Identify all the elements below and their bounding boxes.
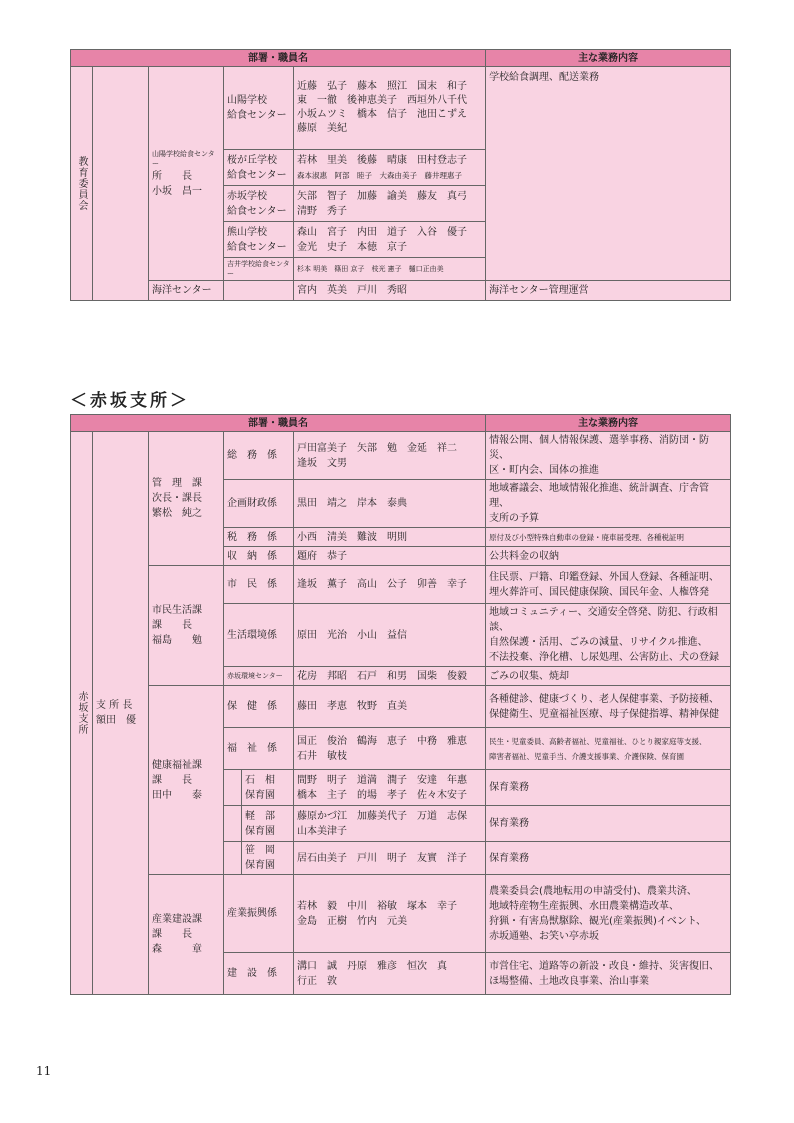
staff-cell: 杉本 明美 篠田 京子 枝光 憲子 樋口正由美 [294, 258, 486, 281]
work-cell: 学校給食調理、配送業務 [486, 67, 731, 281]
manager-role: 所 長 [152, 170, 192, 182]
blank-cell [224, 842, 242, 875]
header-work: 主な業務内容 [486, 50, 731, 67]
unit-cell: 熊山学校 給食センター [224, 222, 294, 258]
branch-chief: 支 所 長 額田 優 [93, 432, 149, 995]
blank-cell [93, 67, 149, 301]
manager-title: 山陽学校給食センター [152, 149, 215, 168]
staff-cell: 小西 清美 難波 明則 [294, 528, 486, 547]
work-cell: 保育業務 [486, 806, 731, 842]
work-cell: 市営住宅、道路等の新設・改良・維持、災害復旧、 ほ場整備、土地改良事業、治山事業 [486, 953, 731, 995]
staff-cell: 黒田 靖之 岸本 泰典 [294, 480, 486, 528]
staff-cell: 近藤 弘子 藤本 照江 国末 和子 東 一徹 後神恵美子 西垣外八千代 小坂ムツミ 橋本 信子 池田こずえ 藤原 美紀 [294, 67, 486, 150]
unit-cell: 産業振興係 [224, 875, 294, 953]
staff-cell: 若林 毅 中川 裕敏 塚本 幸子 金島 正樹 竹内 元美 [294, 875, 486, 953]
unit-cell: 吉井学校給食センター [224, 258, 294, 281]
header-dept: 部署・職員名 [71, 50, 486, 67]
unit-cell: 企画財政係 [224, 480, 294, 528]
staff-cell: 国正 俊治 鶴海 恵子 中務 雅恵 石井 敏枝 [294, 728, 486, 770]
unit-cell: 税 務 係 [224, 528, 294, 547]
manager-cell [149, 67, 224, 281]
unit-cell: 山陽学校 給食センター [224, 67, 294, 150]
staff-cell: 逢坂 薫子 高山 公子 卯善 幸子 [294, 566, 486, 604]
work-cell: 原付及び小型特殊自動車の登録・廃車届受理、各種税証明 [486, 528, 731, 547]
staff-cell: 原田 光治 小山 益信 [294, 604, 486, 667]
staff-cell: 藤田 孝恵 牧野 直美 [294, 686, 486, 728]
staff-line: 若林 里美 後藤 晴康 田村登志子 [297, 154, 467, 166]
unit-cell: 笹 岡 保育園 [242, 842, 294, 875]
section-name: 産業建設課 課 長 森 章 [149, 875, 224, 995]
unit-cell: 総 務 係 [224, 432, 294, 480]
unit-cell: 海洋センター [149, 281, 224, 301]
unit-cell: 保 健 係 [224, 686, 294, 728]
unit-cell: 福 祉 係 [224, 728, 294, 770]
unit-cell: 赤坂環境センター [224, 667, 294, 686]
page-number: 11 [36, 1064, 52, 1078]
staff-cell: 間野 明子 道満 潤子 安達 年惠 橋本 主子 的場 孝子 佐々木安子 [294, 770, 486, 806]
work-cell: 地域コミュニティー、交通安全啓発、防犯、行政相談、 自然保護・活用、ごみの減量、リサイクル推進、 不法投棄、浄化槽、し尿処理、公害防止、犬の登録 [486, 604, 731, 667]
work-cell: 保育業務 [486, 770, 731, 806]
staff-cell: 溝口 誠 丹原 雅彦 恒次 真 行正 敦 [294, 953, 486, 995]
work-cell: 海洋センター管理運営 [486, 281, 731, 301]
unit-cell: 石 相 保育園 [242, 770, 294, 806]
work-cell: 情報公開、個人情報保護、選挙事務、消防団・防災、 区・町内会、国体の推進 [486, 432, 731, 480]
work-cell: 各種健診、健康づくり、老人保健事業、予防接種、 保健衛生、児童福祉医療、母子保健指導、精神保健 [486, 686, 731, 728]
staff-cell: 花房 邦昭 石戸 和男 国柴 俊毅 [294, 667, 486, 686]
unit-cell: 軽 部 保育園 [242, 806, 294, 842]
section-title: ＜赤坂支所＞ [70, 391, 190, 411]
akasaka-branch-table [70, 414, 731, 995]
staff-cell: 居石由美子 戸川 明子 友實 洋子 [294, 842, 486, 875]
section-name: 市民生活課 課 長 福島 勉 [149, 566, 224, 686]
work-cell: ごみの収集、焼却 [486, 667, 731, 686]
unit-cell: 収 納 係 [224, 547, 294, 566]
unit-cell: 生活環境係 [224, 604, 294, 667]
unit-cell: 建 設 係 [224, 953, 294, 995]
staff-cell [294, 150, 486, 186]
staff-cell: 宮内 英美 戸川 秀昭 [294, 281, 486, 301]
unit-cell: 市 民 係 [224, 566, 294, 604]
blank-cell [224, 806, 242, 842]
blank-cell [224, 281, 294, 301]
staff-line-small: 森本淑惠 阿部 睦子 大森由美子 藤井理惠子 [297, 170, 462, 180]
work-cell: 保育業務 [486, 842, 731, 875]
work-cell: 公共料金の収納 [486, 547, 731, 566]
staff-cell: 題府 恭子 [294, 547, 486, 566]
section-name: 管 理 課 次長・課長 繁松 純之 [149, 432, 224, 566]
blank-cell [224, 770, 242, 806]
work-cell: 地域審議会、地域情報化推進、統計調査、庁舎管理、 支所の予算 [486, 480, 731, 528]
education-board-table [70, 49, 731, 301]
manager-name: 小坂 昌一 [152, 185, 202, 197]
header-work: 主な業務内容 [486, 415, 731, 432]
unit-cell: 赤坂学校 給食センター [224, 186, 294, 222]
work-cell: 農業委員会(農地転用の申請受付)、農業共済、 地域特産物生産振興、水田農業構造改革、 狩猟・有害鳥獣駆除、観光(産業振興)イベント、 赤坂通塾、お笑い亭赤坂 [486, 875, 731, 953]
staff-cell: 藤原かづ江 加藤美代子 万道 志保 山本美津子 [294, 806, 486, 842]
staff-cell: 矢部 智子 加藤 諭美 藤友 真弓 清野 秀子 [294, 186, 486, 222]
header-dept: 部署・職員名 [71, 415, 486, 432]
work-cell: 住民票、戸籍、印鑑登録、外国人登録、各種証明、 埋火葬許可、国民健康保険、国民年金、人権啓発 [486, 566, 731, 604]
section-name: 健康福祉課 課 長 田中 泰 [149, 686, 224, 875]
staff-cell: 森山 宮子 内田 道子 入谷 優子 金光 史子 本徳 京子 [294, 222, 486, 258]
org-label: 赤坂支所 [71, 432, 93, 995]
staff-cell: 戸田富美子 矢部 勉 金延 祥二 逢坂 文男 [294, 432, 486, 480]
work-cell: 民生・児童委員、高齢者福祉、児童福祉、ひとり親家庭等支援、 障害者福祉、児童手当、介護支援事業、介護保険、保育園 [486, 728, 731, 770]
unit-cell: 桜が丘学校 給食センター [224, 150, 294, 186]
org-label: 教育委員会 [71, 67, 93, 301]
